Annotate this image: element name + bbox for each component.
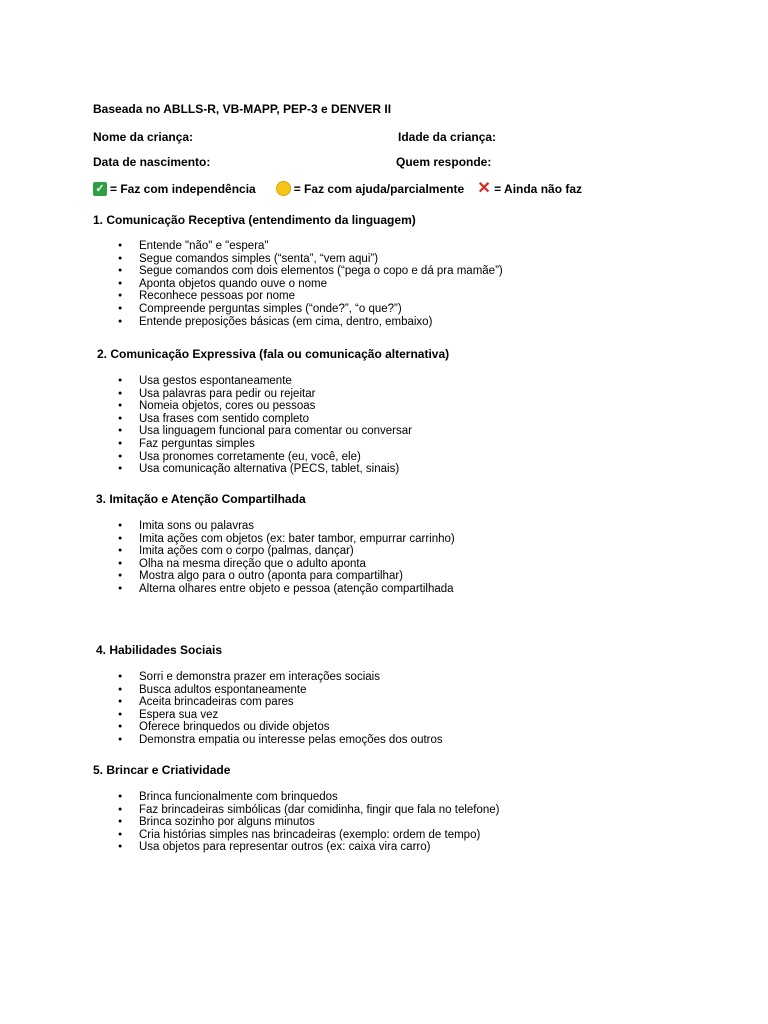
section-title-receptive: 1. Comunicação Receptiva (entendimento da linguagem): [93, 213, 416, 227]
legend-independent-label: = Faz com independência: [110, 181, 256, 196]
child-name-label: Nome da criança:: [93, 130, 194, 144]
list-item: ● Usa objetos para representar outros (ex: caixa vira carro): [118, 841, 500, 854]
check-icon: ✓: [93, 182, 107, 196]
list-item: ● Oferece brinquedos ou divide objetos: [118, 721, 443, 734]
list-item: ● Cria histórias simples nas brincadeiras (exemplo: ordem de tempo): [118, 829, 500, 842]
section-title-play: 5. Brincar e Criatividade: [93, 763, 231, 777]
list-item: ● Brinca sozinho por alguns minutos: [118, 816, 500, 829]
section-title-social: 4. Habilidades Sociais: [96, 643, 223, 657]
section-list-receptive: [118, 240, 503, 328]
list-item: ● Usa pronomes corretamente (eu, você, ele): [118, 451, 412, 464]
list-item: ● Busca adultos espontaneamente: [118, 684, 443, 697]
list-item: ● Imita ações com objetos (ex: bater tambor, empurrar carrinho): [118, 533, 455, 546]
section-list-imitation: [118, 520, 455, 596]
section-list-social: [118, 671, 443, 747]
list-item: ● Usa gestos espontaneamente: [118, 375, 412, 388]
yellow-circle-icon: [276, 181, 291, 196]
list-item: ● Brinca funcionalmente com brinquedos: [118, 791, 500, 804]
list-item: ● Usa comunicação alternativa (PECS, tablet, sinais): [118, 463, 412, 476]
list-item: ● Aceita brincadeiras com pares: [118, 696, 443, 709]
list-item: ● Nomeia objetos, cores ou pessoas: [118, 400, 412, 413]
section-list-expressive: [118, 375, 412, 476]
legend: [93, 181, 582, 196]
child-age-label: Idade da criança:: [398, 130, 497, 144]
legend-not-yet-label: = Ainda não faz: [494, 181, 583, 196]
list-item: ● Sorri e demonstra prazer em interações sociais: [118, 671, 443, 684]
list-item: ● Mostra algo para o outro (aponta para compartilhar): [118, 570, 455, 583]
list-item: ● Compreende perguntas simples (“onde?”, “o que?”): [118, 303, 503, 316]
list-item: ● Faz brincadeiras simbólicas (dar comidinha, fingir que fala no telefone): [118, 804, 500, 817]
cross-icon: ✕: [477, 179, 491, 197]
list-item: ● Usa palavras para pedir ou rejeitar: [118, 388, 412, 401]
birth-date-label: Data de nascimento:: [93, 155, 211, 169]
list-item: ● Usa frases com sentido completo: [118, 413, 412, 426]
legend-partial-label: = Faz com ajuda/parcialmente: [293, 181, 465, 196]
section-title-imitation: 3. Imitação e Atenção Compartilhada: [96, 492, 306, 506]
list-item: ● Segue comandos com dois elementos (“pega o copo e dá pra mamãe”): [118, 265, 503, 278]
list-item: ● Demonstra empatia ou interesse pelas emoções dos outros: [118, 734, 443, 747]
list-item: ● Aponta objetos quando ouve o nome: [118, 278, 503, 291]
list-item: ● Entende preposições básicas (em cima, dentro, embaixo): [118, 316, 503, 329]
list-item: ● Segue comandos simples (“senta”, “vem aqui”): [118, 253, 503, 266]
list-item: ● Entende "não" e "espera": [118, 240, 503, 253]
legend-not-yet: [477, 179, 583, 197]
section-title-expressive: 2. Comunicação Expressiva (fala ou comunicação alternativa): [97, 347, 450, 361]
list-item: ● Alterna olhares entre objeto e pessoa (atenção compartilhada: [118, 583, 455, 596]
legend-partial: [276, 181, 464, 196]
list-item: ● Olha na mesma direção que o adulto aponta: [118, 558, 455, 571]
respondent-label: Quem responde:: [396, 155, 492, 169]
list-item: ● Reconhece pessoas por nome: [118, 290, 503, 303]
list-item: ● Espera sua vez: [118, 709, 443, 722]
assessment-basis: Baseada no ABLLS-R, VB-MAPP, PEP-3 e DENVER II: [93, 102, 392, 116]
list-item: ● Imita ações com o corpo (palmas, dançar): [118, 545, 455, 558]
list-item: ● Imita sons ou palavras: [118, 520, 455, 533]
section-list-play: [118, 791, 500, 854]
list-item: ● Faz perguntas simples: [118, 438, 412, 451]
list-item: ● Usa linguagem funcional para comentar ou conversar: [118, 425, 412, 438]
legend-independent: [93, 182, 256, 196]
